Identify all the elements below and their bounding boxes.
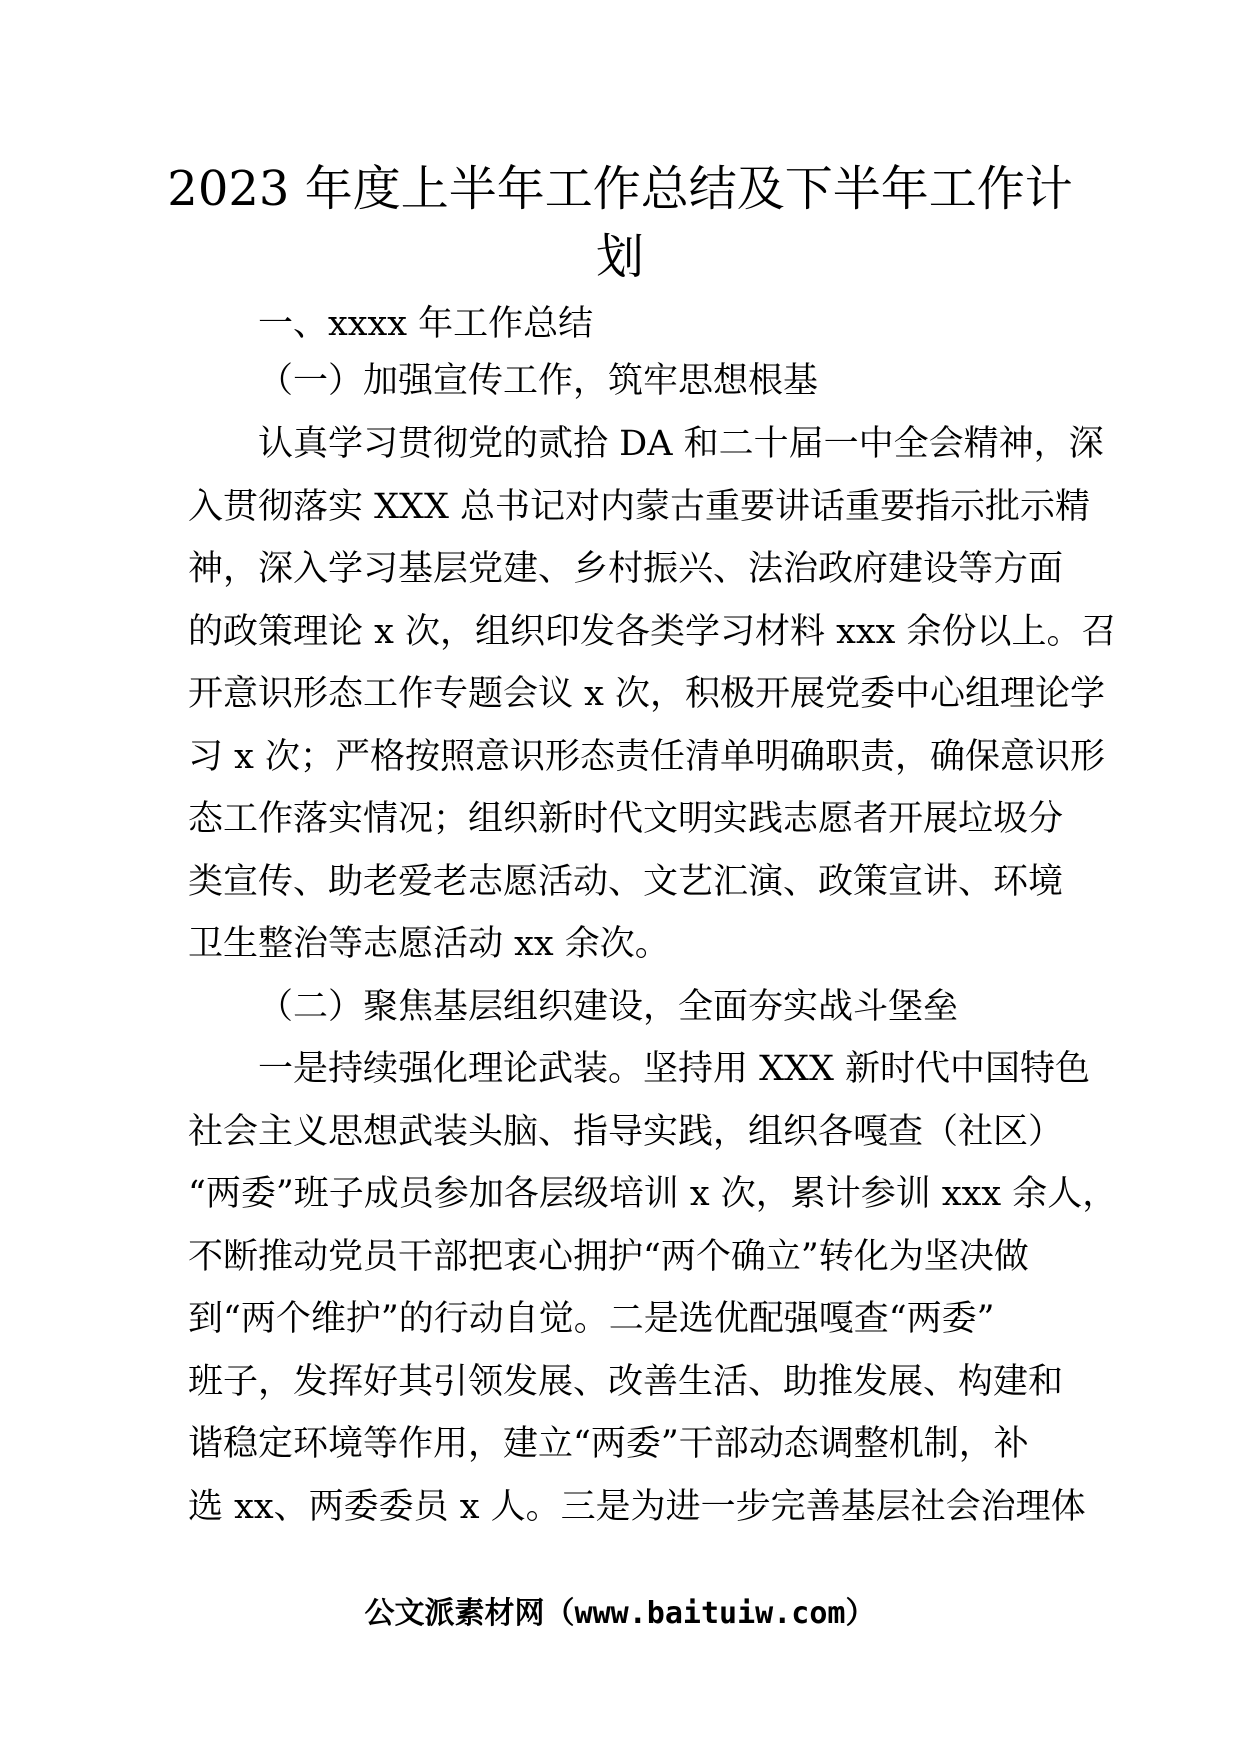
subsection-heading-2: （二）聚焦基层组织建设，全面夯实战斗堡垒: [258, 987, 959, 1027]
footer-source: 公文派素材网（www.baituiw.com）: [364, 1596, 876, 1631]
body-line: 社会主义思想武装头脑、指导实践，组织各嘎查（社区）: [188, 1112, 1064, 1152]
body-line: 班子，发挥好其引领发展、改善生活、助推发展、构建和: [188, 1362, 1064, 1402]
body-line: 认真学习贯彻党的贰拾 DA 和二十届一中全会精神，深: [258, 424, 1104, 464]
document-title-line-2: 划: [595, 229, 644, 285]
body-line: “两委”班子成员参加各层级培训 x 次，累计参训 xxx 余人，: [188, 1174, 1118, 1214]
body-line: 的政策理论 x 次，组织印发各类学习材料 xxx 余份以上。召: [188, 612, 1117, 652]
body-line: 类宣传、助老爱老志愿活动、文艺汇演、政策宣讲、环境: [188, 862, 1064, 902]
body-line: 神，深入学习基层党建、乡村振兴、法治政府建设等方面: [188, 549, 1064, 589]
body-line: 不断推动党员干部把衷心拥护“两个确立”转化为坚决做: [188, 1237, 1029, 1277]
body-line: 谐稳定环境等作用，建立“两委”干部动态调整机制，补: [188, 1424, 1029, 1464]
body-line: 习 x 次；严格按照意识形态责任清单明确职责，确保意识形: [188, 737, 1105, 777]
subsection-heading-1: （一）加强宣传工作，筑牢思想根基: [258, 361, 819, 401]
body-line: 选 xx、两委委员 x 人。三是为进一步完善基层社会治理体: [188, 1487, 1086, 1527]
body-line: 入贯彻落实 XXX 总书记对内蒙古重要讲话重要指示批示精: [188, 487, 1091, 527]
body-line: 一是持续强化理论武装。坚持用 XXX 新时代中国特色: [258, 1049, 1091, 1089]
body-line: 开意识形态工作专题会议 x 次，积极开展党委中心组理论学: [188, 674, 1105, 714]
body-line: 卫生整治等志愿活动 xx 余次。: [188, 924, 670, 964]
body-line: 态工作落实情况；组织新时代文明实践志愿者开展垃圾分: [188, 799, 1064, 839]
section-heading-1: 一、xxxx 年工作总结: [258, 304, 594, 344]
document-title-line-1: 2023 年度上半年工作总结及下半年工作计: [167, 161, 1073, 217]
body-line: 到“两个维护”的行动自觉。二是选优配强嘎查“两委”: [188, 1299, 995, 1339]
